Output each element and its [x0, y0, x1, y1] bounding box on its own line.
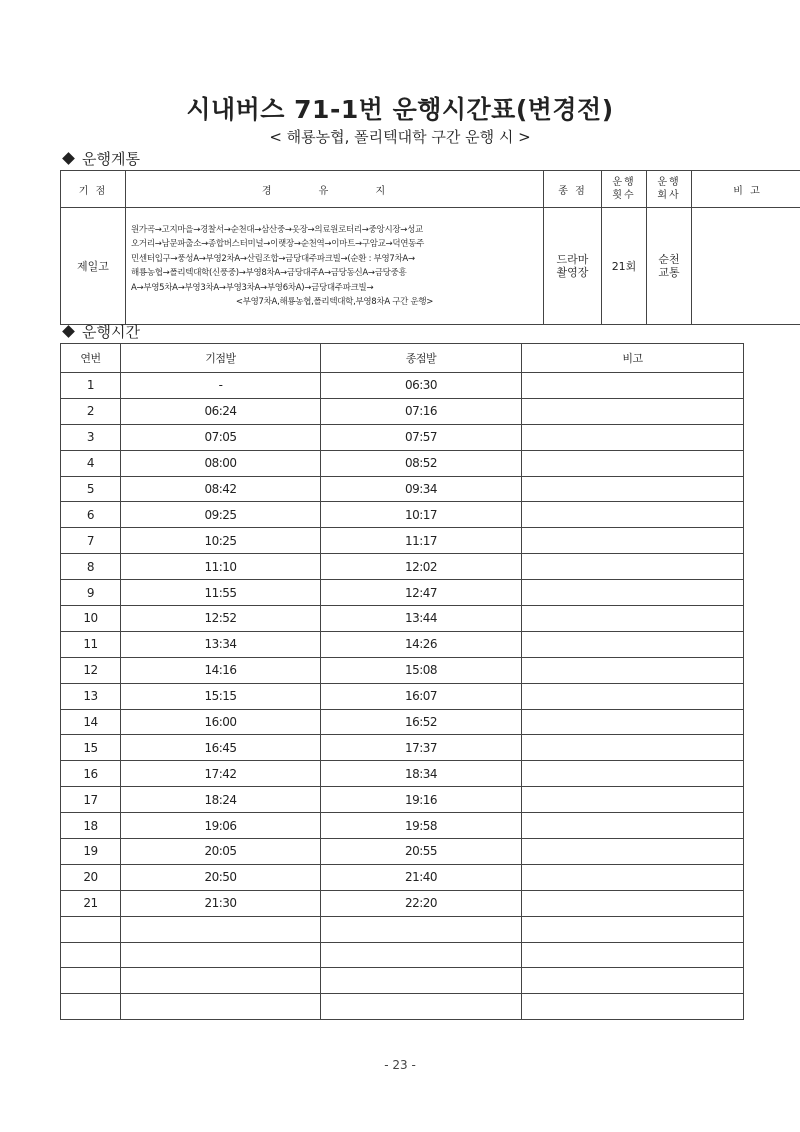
table-row [61, 657, 744, 683]
origin-header: 기 점 [61, 171, 126, 208]
seq-cell: 17 [61, 787, 121, 813]
page-number: - 23 - [384, 1058, 416, 1072]
table-row [61, 735, 744, 761]
departure-terminus-cell: 08:52 [321, 450, 522, 476]
departure-origin-cell: 06:24 [121, 398, 321, 424]
seq-cell: 5 [61, 476, 121, 502]
route-section-heading [62, 148, 140, 169]
note-cell [522, 476, 744, 502]
table-row [61, 994, 744, 1020]
seq-cell: 1 [61, 373, 121, 399]
via-line: 원가곡→고지마을→경찰서→순천대→삼산중→옷장→의료원로터리→중앙시장→성교 [131, 224, 423, 235]
note-cell [522, 683, 744, 709]
departure-terminus-cell: 20:55 [321, 839, 522, 865]
departure-terminus-cell: 12:47 [321, 580, 522, 606]
note-cell [522, 450, 744, 476]
via-line: A→부영5차A→부영3차A→부영3차A→부영6차A)→금당대주파크빌→ [131, 282, 374, 293]
seq-cell: 12 [61, 657, 121, 683]
table-row [61, 398, 744, 424]
terminus-cell: 드라마 촬영장 [544, 208, 602, 325]
departure-terminus-cell [321, 994, 522, 1020]
departure-origin-cell: 08:42 [121, 476, 321, 502]
table-row [61, 942, 744, 968]
seq-cell: 3 [61, 424, 121, 450]
departure-terminus-cell: 11:17 [321, 528, 522, 554]
departure-terminus-cell [321, 942, 522, 968]
table-row [61, 631, 744, 657]
via-line: 오거리→남문파출소→종합버스터미널→이랫장→순천역→이마트→구암교→덕연동주 [131, 239, 424, 249]
note-cell [522, 657, 744, 683]
diamond-bullet-icon [62, 152, 75, 165]
note-cell [522, 580, 744, 606]
schedule-section-label: 운행시간 [82, 323, 140, 341]
departure-terminus-cell: 22:20 [321, 890, 522, 916]
table-row [61, 813, 744, 839]
table-row [61, 580, 744, 606]
seq-cell: 9 [61, 580, 121, 606]
departure-origin-cell: 07:05 [121, 424, 321, 450]
departure-terminus-cell: 09:34 [321, 476, 522, 502]
note-cell [522, 631, 744, 657]
departure-origin-cell: 11:55 [121, 580, 321, 606]
table-row [61, 709, 744, 735]
schedule-header-cell: 연번 [61, 344, 121, 373]
departure-terminus-cell: 18:34 [321, 761, 522, 787]
note-cell [522, 373, 744, 399]
via-line: <부영7차A,해룡농협,폴리텍대학,부영8차A 구간 운행> [235, 297, 434, 307]
seq-cell [61, 942, 121, 968]
table-row [61, 450, 744, 476]
departure-origin-cell: 16:45 [121, 735, 321, 761]
note-cell [522, 839, 744, 865]
trips-header: 운행 횟수 [602, 171, 647, 208]
note-cell [522, 709, 744, 735]
departure-origin-cell [121, 942, 321, 968]
seq-cell: 16 [61, 761, 121, 787]
seq-cell [61, 994, 121, 1020]
schedule-table [60, 343, 744, 1020]
departure-terminus-cell: 19:58 [321, 813, 522, 839]
seq-cell: 2 [61, 398, 121, 424]
departure-terminus-cell: 16:52 [321, 709, 522, 735]
seq-cell: 20 [61, 864, 121, 890]
departure-origin-cell [121, 916, 321, 942]
note-cell [522, 502, 744, 528]
terminus-header: 종 점 [544, 171, 602, 208]
departure-origin-cell: 21:30 [121, 890, 321, 916]
via-header: 경 유 지 [126, 171, 544, 208]
departure-terminus-cell: 13:44 [321, 606, 522, 632]
table-row [61, 476, 744, 502]
trips-cell: 21회 [602, 208, 647, 325]
table-row [61, 890, 744, 916]
departure-terminus-cell: 16:07 [321, 683, 522, 709]
page-subtitle: < 해룡농협, 폴리텍대학 구간 운행 시 > [269, 128, 531, 146]
departure-terminus-cell: 14:26 [321, 631, 522, 657]
schedule-section-heading [62, 321, 140, 342]
seq-cell: 4 [61, 450, 121, 476]
note-cell [522, 787, 744, 813]
table-row [61, 968, 744, 994]
departure-origin-cell: 16:00 [121, 709, 321, 735]
note-cell [522, 942, 744, 968]
note-cell [522, 735, 744, 761]
departure-origin-cell: 15:15 [121, 683, 321, 709]
table-row [61, 839, 744, 865]
departure-origin-cell: 18:24 [121, 787, 321, 813]
table-row [61, 864, 744, 890]
departure-terminus-cell: 07:57 [321, 424, 522, 450]
seq-cell: 19 [61, 839, 121, 865]
schedule-header-cell: 종점발 [321, 344, 522, 373]
route-row [61, 208, 800, 325]
note-cell [522, 424, 744, 450]
departure-origin-cell: 08:00 [121, 450, 321, 476]
company-header: 운행 회사 [647, 171, 692, 208]
departure-origin-cell: 11:10 [121, 554, 321, 580]
table-row [61, 606, 744, 632]
departure-terminus-cell [321, 916, 522, 942]
departure-origin-cell: 17:42 [121, 761, 321, 787]
departure-origin-cell: 10:25 [121, 528, 321, 554]
table-row [61, 916, 744, 942]
table-row [61, 424, 744, 450]
departure-origin-cell: 20:50 [121, 864, 321, 890]
page-title: 시내버스 71-1번 운행시간표(변경전) [186, 95, 614, 124]
table-row [61, 373, 744, 399]
departure-origin-cell: 09:25 [121, 502, 321, 528]
company-cell: 순천 교통 [647, 208, 692, 325]
note-cell [522, 890, 744, 916]
seq-cell: 18 [61, 813, 121, 839]
note-cell [522, 398, 744, 424]
departure-terminus-cell: 19:16 [321, 787, 522, 813]
note-cell [522, 761, 744, 787]
note-cell [522, 606, 744, 632]
seq-cell: 13 [61, 683, 121, 709]
seq-cell [61, 968, 121, 994]
seq-cell: 21 [61, 890, 121, 916]
departure-terminus-cell: 15:08 [321, 657, 522, 683]
route-table [60, 170, 800, 325]
table-row [61, 683, 744, 709]
seq-cell: 6 [61, 502, 121, 528]
via-cell [126, 208, 544, 325]
departure-origin-cell [121, 994, 321, 1020]
departure-origin-cell: - [121, 373, 321, 399]
note-cell [522, 916, 744, 942]
route-section-label: 운행계통 [82, 150, 140, 168]
departure-origin-cell: 13:34 [121, 631, 321, 657]
seq-cell: 10 [61, 606, 121, 632]
note-cell [522, 554, 744, 580]
via-line: 해룡농협→폴리텍대학(신풍중)→부영8차A→금당대주A→금당동신A→금당중흥 [131, 268, 407, 278]
schedule-header-cell: 비고 [522, 344, 744, 373]
note-cell [522, 528, 744, 554]
diamond-bullet-icon [62, 325, 75, 338]
departure-origin-cell: 14:16 [121, 657, 321, 683]
departure-origin-cell: 19:06 [121, 813, 321, 839]
origin-cell: 제일고 [61, 208, 126, 325]
departure-origin-cell: 12:52 [121, 606, 321, 632]
departure-terminus-cell: 12:02 [321, 554, 522, 580]
seq-cell: 11 [61, 631, 121, 657]
note-cell [522, 813, 744, 839]
note-cell [692, 208, 800, 325]
departure-origin-cell [121, 968, 321, 994]
seq-cell: 8 [61, 554, 121, 580]
table-row [61, 787, 744, 813]
route-header-row [61, 171, 800, 208]
schedule-header-cell: 기점발 [121, 344, 321, 373]
table-row [61, 528, 744, 554]
seq-cell: 15 [61, 735, 121, 761]
departure-terminus-cell: 17:37 [321, 735, 522, 761]
note-cell [522, 864, 744, 890]
departure-terminus-cell: 10:17 [321, 502, 522, 528]
note-cell [522, 994, 744, 1020]
table-row [61, 761, 744, 787]
table-row [61, 554, 744, 580]
departure-terminus-cell [321, 968, 522, 994]
departure-terminus-cell: 07:16 [321, 398, 522, 424]
seq-cell: 14 [61, 709, 121, 735]
departure-terminus-cell: 06:30 [321, 373, 522, 399]
seq-cell: 7 [61, 528, 121, 554]
table-row [61, 502, 744, 528]
departure-terminus-cell: 21:40 [321, 864, 522, 890]
note-header: 비 고 [692, 171, 800, 208]
schedule-header-row [61, 344, 744, 373]
seq-cell [61, 916, 121, 942]
departure-origin-cell: 20:05 [121, 839, 321, 865]
via-line: 민센터입구→풍성A→부영2차A→산림조합→금당대주파크빌→(순환 : 부영7차A→ [131, 253, 415, 264]
note-cell [522, 968, 744, 994]
